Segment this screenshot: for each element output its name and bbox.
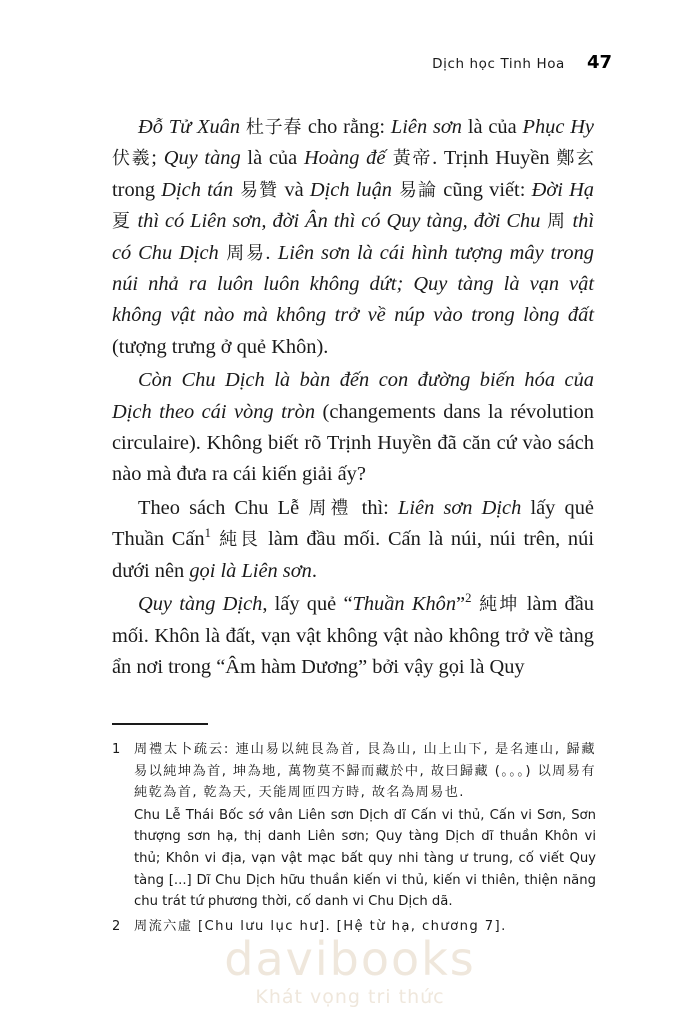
paragraph: Đỗ Tử Xuân 杜子春 cho rằng: Liên sơn là của Phục Hy 伏羲; Quy tàng là của Hoàng đế 黃帝. Trịnh Huyền 鄭玄 trong Dịch tán 易贊 và Dịch luận 易論 cũng viết: Đời Hạ 夏 thì có Liên sơn, đời Ân thì có Quy tàng, đời Chu 周 thì có Chu Dịch 周易. Liên sơn là cái hình tượng mây trong núi nhả ra luôn luôn không dứt; Quy tàng là vạn vật không vật nào mà không trở về núp vào trong lòng đất (tượng trưng ở quẻ Khôn). xyxy=(112,116,595,358)
footnote-item xyxy=(112,739,596,913)
footnote-text xyxy=(134,739,596,913)
watermark-tagline: Khát vọng tri thức xyxy=(255,986,445,1008)
footnote-text-line: 周禮太卜疏云: 連山易以純艮為首, 艮為山, 山上山下, 是名連山, 歸藏易以純坤為首, 坤為地, 萬物莫不歸而藏於中, 故曰歸藏 (。。。) 以周易有純乾為首, 乾為天, 天能周匝四方時, 故名為周易也. xyxy=(134,742,596,801)
watermark xyxy=(0,932,700,1008)
page-number: 47 xyxy=(586,52,612,73)
footnote-text-line: 周流六虛 [Chu lưu lục hư]. [Hệ từ hạ, chương 7]. xyxy=(134,918,507,934)
footnote-separator-rule xyxy=(112,723,208,725)
footnote-number: 1 xyxy=(112,742,121,757)
body-text-column xyxy=(112,112,594,685)
footnote-number: 2 xyxy=(112,918,121,934)
footnote-area xyxy=(112,723,596,940)
paragraph: Theo sách Chu Lễ 周禮 thì: Liên sơn Dịch lấy quẻ Thuần Cấn$^1$ 純艮 làm đầu mối. Cấn là núi, núi trên, núi dưới nên gọi là Liên sơn. xyxy=(112,496,594,582)
running-title: Dịch học Tinh Hoa xyxy=(432,56,565,72)
page-header xyxy=(432,52,612,73)
footnote-item xyxy=(112,916,596,938)
watermark-brand: davibooks xyxy=(224,932,476,986)
paragraph: Còn Chu Dịch là bàn đến con đường biến hóa của Dịch theo cái vòng tròn (changements dans la révolution circulaire). Không biết rõ Trịnh Huyền đã căn cứ vào sách nào mà đưa ra cái kiến giải ấy? xyxy=(112,369,595,486)
paragraph: Quy tàng Dịch, lấy quẻ “Thuần Khôn”$^2$ 純坤 làm đầu mối. Khôn là đất, vạn vật không vật nào không trở về tàng ẩn nơi trong “Âm hàm Dương” bởi vậy gọi là Quy xyxy=(112,591,594,678)
footnote-text-line: Chu Lễ Thái Bốc sớ vân Liên sơn Dịch dĩ Cấn vi thủ, Cấn vi Sơn, Sơn thượng sơn hạ, thị danh Liên sơn; Quy tàng Dịch dĩ thuần Khôn vi thủ; Khôn vi địa, vạn vật mạc bất quy nhi tàng ư trung, cố viết Quy tàng [...] Dĩ Chu Dịch hữu thuần kiến vi thủ, kiến vi thiên, thiện năng chu trát tứ phương thời, cố danh vi Chu Dịch dã. xyxy=(134,807,596,910)
footnote-text xyxy=(134,916,596,938)
